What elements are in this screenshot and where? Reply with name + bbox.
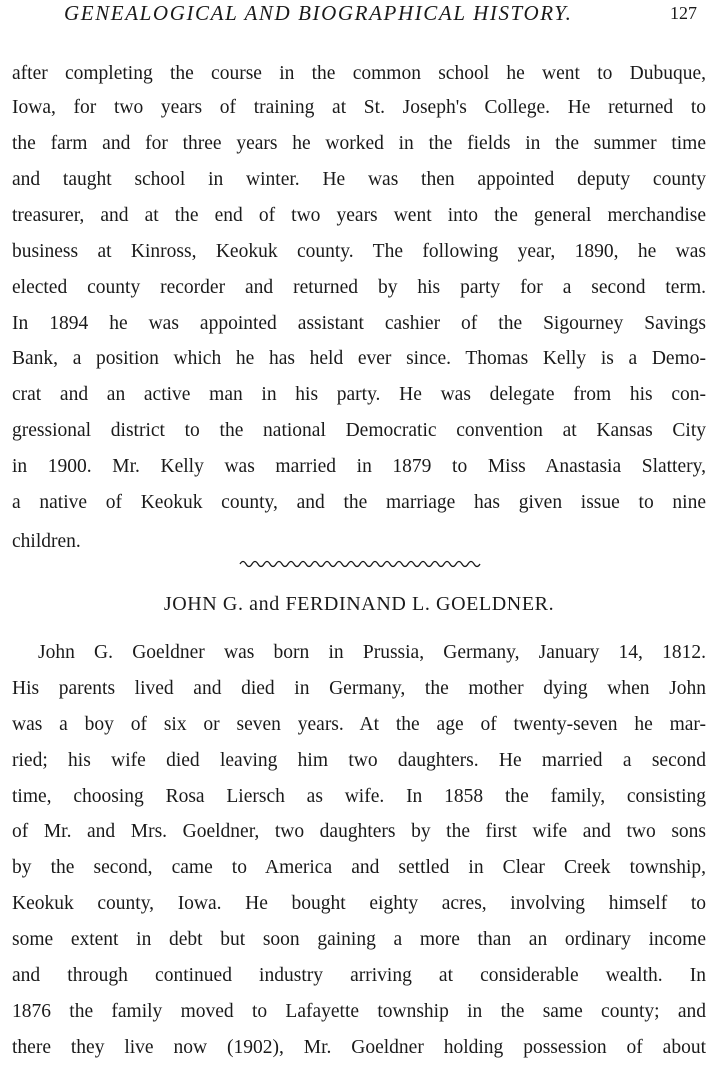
text-line: time, choosing Rosa Liersch as wife. In 1858 the family, consisting [12, 786, 706, 807]
text-line: 1876 the family moved to Lafayette township in the same county; and [12, 1001, 706, 1022]
text-line: some extent in debt but soon gaining a more than an ordinary income [12, 929, 706, 950]
text-line: was a boy of six or seven years. At the age of twenty-seven he mar- [12, 714, 706, 735]
text-line: Bank, a position which he has held ever since. Thomas Kelly is a Demo- [12, 348, 706, 369]
text-line: gressional district to the national Democratic convention at Kansas City [12, 420, 706, 441]
text-line: and taught school in winter. He was then appointed deputy county [12, 169, 706, 190]
text-line: of Mr. and Mrs. Goeldner, two daughters by the first wife and two sons [12, 821, 706, 842]
text-line: and through continued industry arriving at considerable wealth. In [12, 965, 706, 986]
section-heading: JOHN G. and FERDINAND L. GOELDNER. [163, 593, 555, 615]
text-line: a native of Keokuk county, and the marriage has given issue to nine [12, 492, 706, 513]
text-line: John G. Goeldner was born in Prussia, Germany, January 14, 1812. [38, 642, 706, 663]
text-line: by the second, came to America and settled in Clear Creek township, [12, 857, 706, 878]
text-line: In 1894 he was appointed assistant cashier of the Sigourney Savings [12, 313, 706, 334]
text-line: ried; his wife died leaving him two daughters. He married a second [12, 750, 706, 771]
wavy-rule-ornament [238, 557, 482, 571]
running-head [0, 0, 718, 30]
text-line: His parents lived and died in Germany, the mother dying when John [12, 678, 706, 699]
text-line: after completing the course in the common school he went to Dubuque, [12, 63, 706, 84]
text-line: business at Kinross, Keokuk county. The following year, 1890, he was [12, 241, 706, 262]
running-title: GENEALOGICAL AND BIOGRAPHICAL HISTORY. [64, 1, 573, 25]
text-line: treasurer, and at the end of two years went into the general merchandise [12, 205, 706, 226]
text-line: there they live now (1902), Mr. Goeldner holding possession of about [12, 1037, 706, 1058]
text-line: Keokuk county, Iowa. He bought eighty acres, involving himself to [12, 893, 706, 914]
text-line: crat and an active man in his party. He was delegate from his con- [12, 384, 706, 405]
page-number: 127 [670, 3, 697, 23]
text-line: Iowa, for two years of training at St. Joseph's College. He returned to [12, 97, 706, 118]
text-line: the farm and for three years he worked in the fields in the summer time [12, 133, 706, 154]
text-line: in 1900. Mr. Kelly was married in 1879 to Miss Anastasia Slattery, [12, 456, 706, 477]
text-line: elected county recorder and returned by his party for a second term. [12, 277, 706, 298]
text-line: children. [12, 531, 81, 552]
